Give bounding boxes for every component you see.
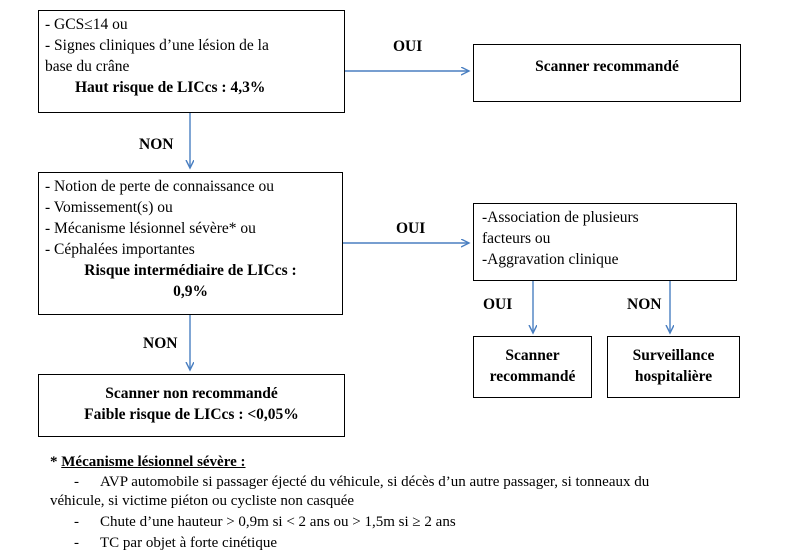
box-association — [473, 203, 737, 281]
high-risk-line-3: base du crâne — [45, 58, 130, 75]
footnote-title-text: Mécanisme lésionnel sévère : — [61, 454, 246, 470]
high-risk-label: Haut risque de LICcs : 4,3% — [75, 79, 266, 96]
association-line-2: facteurs ou — [482, 230, 551, 247]
label-non-3: NON — [627, 296, 662, 313]
surveillance-line-1: Surveillance — [632, 347, 715, 364]
low-risk-line-1: Scanner non recommandé — [105, 385, 278, 402]
label-oui-3: OUI — [483, 296, 513, 313]
box-surveillance — [607, 336, 740, 398]
box-high-risk — [38, 10, 345, 113]
intermediate-line-3: - Mécanisme lésionnel sévère* ou — [45, 220, 256, 237]
surveillance-line-2: hospitalière — [634, 368, 713, 385]
footnote-item-1-line-2: véhicule, si victime piéton ou cycliste non casquée — [50, 493, 355, 509]
association-line-3: -Aggravation clinique — [482, 251, 619, 268]
footnote-item-3-text: TC par objet à forte cinétique — [100, 535, 278, 551]
intermediate-risk-label: Risque intermédiaire de LICcs : — [84, 262, 297, 279]
intermediate-line-1: - Notion de perte de connaissance ou — [45, 178, 274, 195]
footnote-item-2-dash: - — [74, 514, 79, 530]
high-risk-line-1: - GCS≤14 ou — [45, 16, 128, 33]
box-intermediate-risk — [38, 172, 343, 315]
high-risk-line-2: - Signes cliniques d’une lésion de la — [45, 37, 269, 54]
association-line-1: -Association de plusieurs — [482, 209, 639, 226]
footnote-item-1-line-1: AVP automobile si passager éjecté du véhicule, si décès d’un autre passager, si tonneaux du — [100, 474, 650, 490]
box-scanner-recommande-1 — [473, 44, 741, 102]
footnote-item-3-dash: - — [74, 535, 79, 551]
footnote-title — [50, 452, 246, 472]
label-non-2: NON — [143, 335, 178, 352]
footnote-item-1-dash: - — [74, 474, 79, 490]
low-risk-line-2: Faible risque de LICcs : <0,05% — [84, 406, 299, 423]
scanner-2-line-2: recommandé — [489, 368, 576, 385]
intermediate-line-2: - Vomissement(s) ou — [45, 199, 173, 216]
label-oui-2: OUI — [396, 220, 426, 237]
intermediate-risk-value: 0,9% — [173, 283, 208, 300]
scanner-2-line-1: Scanner — [505, 347, 560, 364]
box-low-risk — [38, 374, 345, 437]
footnote-item-2-text: Chute d’une hauteur > 0,9m si < 2 ans ou > 1,5m si ≥ 2 ans — [100, 514, 456, 530]
intermediate-line-4: - Céphalées importantes — [45, 241, 195, 258]
footnote-asterisk: * — [50, 454, 62, 470]
scanner-recommande-label: Scanner recommandé — [535, 58, 679, 75]
label-oui-1: OUI — [393, 38, 423, 55]
box-scanner-recommande-2 — [473, 336, 592, 398]
label-non-1: NON — [139, 136, 174, 153]
